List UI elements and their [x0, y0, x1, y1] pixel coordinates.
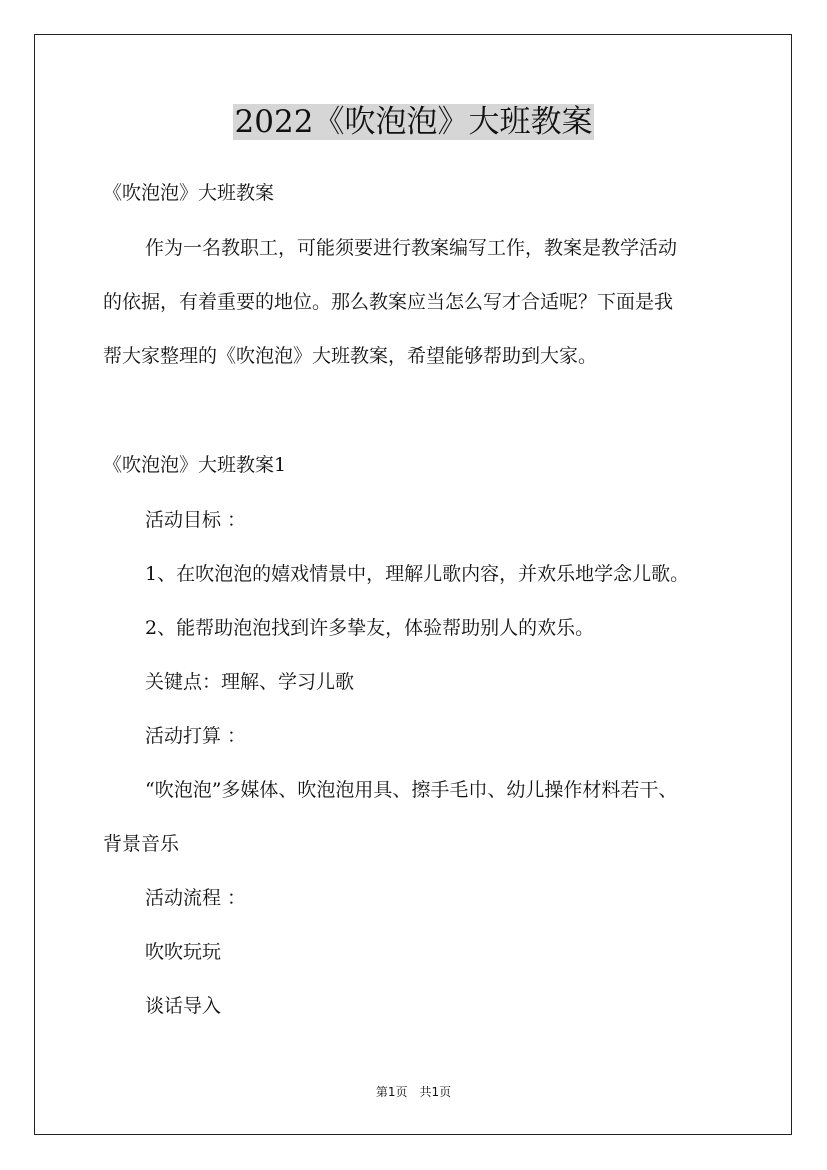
flow-step-1: 吹吹玩玩: [145, 941, 222, 963]
page-footer: 第1页 共1页: [375, 1085, 452, 1099]
key-point: 关键点：理解、学习儿歌: [145, 671, 355, 693]
document-title: [0, 100, 827, 144]
activity-goal-heading: 活动目标 ：: [145, 509, 247, 531]
section-title: 《吹泡泡》大班教案1: [103, 454, 287, 476]
flow-step-2: 谈话导入: [145, 995, 222, 1017]
document-title-text: 2022《吹泡泡》大班教案: [234, 104, 593, 140]
activity-flow-heading: 活动流程 ：: [145, 887, 247, 909]
intro-line-1: 作为一名教职工，可能须要进行教案编写工作，教案是教学活动: [145, 237, 678, 259]
goal-item-2: 2、能帮助泡泡找到许多挚友，体验帮助别人的欢乐。: [145, 617, 595, 639]
prep-materials-line-1: “吹泡泡”多媒体、吹泡泡用具、擦手毛巾、幼儿操作材料若干、: [145, 779, 678, 801]
intro-line-2: 的依据，有着重要的地位。那么教案应当怎么写才合适呢？下面是我: [103, 291, 674, 313]
goal-item-1: 1、在吹泡泡的嬉戏情景中，理解儿歌内容，并欢乐地学念儿歌。: [145, 563, 690, 585]
document-heading: 《吹泡泡》大班教案: [103, 182, 275, 204]
intro-line-3: 帮大家整理的《吹泡泡》大班教案，希望能够帮助到大家。: [103, 345, 598, 367]
prep-materials-line-2: 背景音乐: [103, 833, 180, 855]
activity-prep-heading: 活动打算 ：: [145, 725, 247, 747]
